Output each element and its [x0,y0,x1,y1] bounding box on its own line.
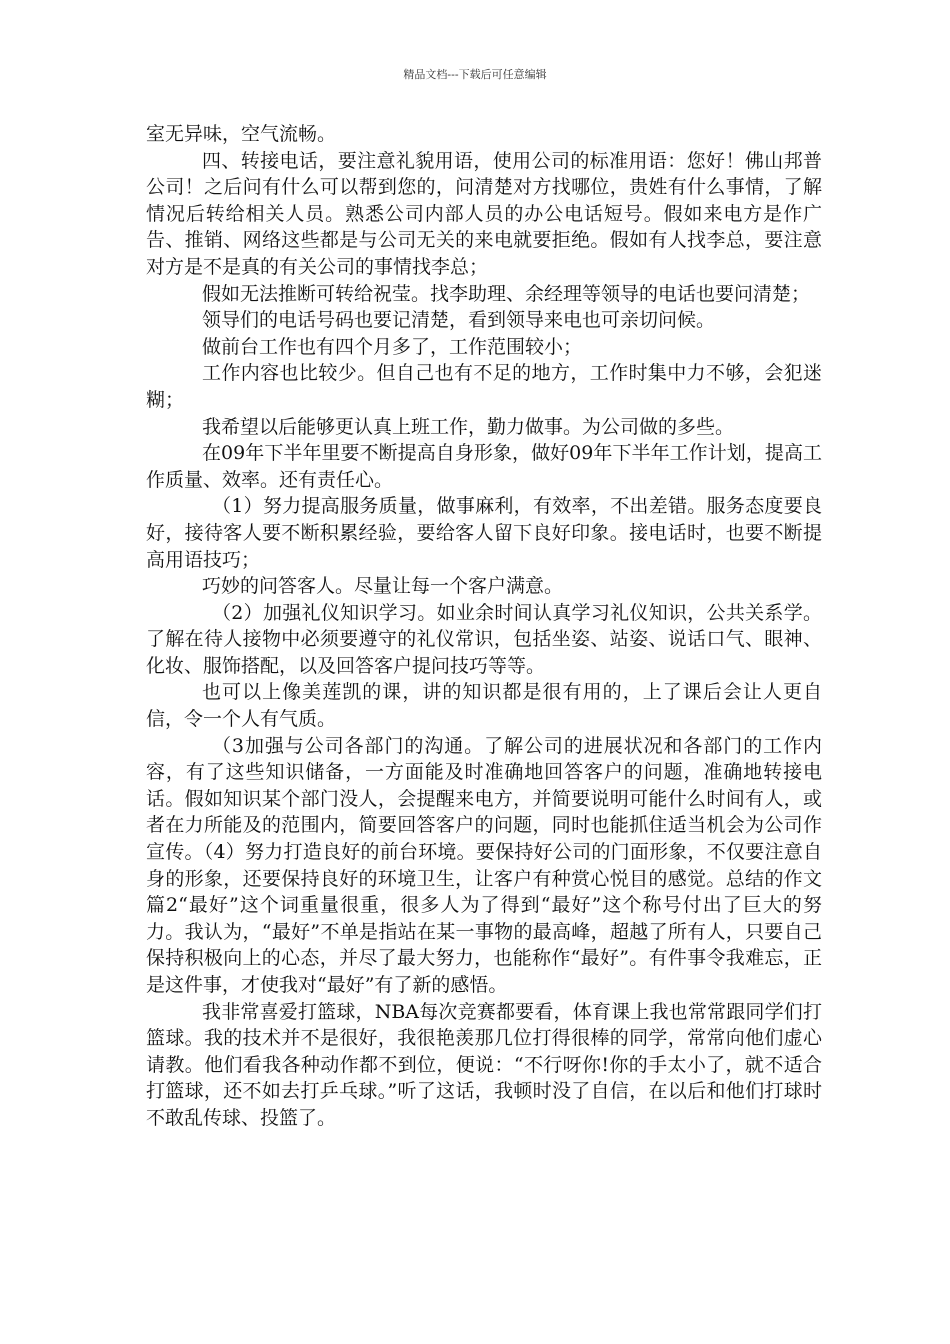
paragraph: （1）努力提高服务质量，做事麻利，有效率，不出差错。服务态度要良好，接待客人要不断积累经验，要给客人留下良好印象。接电话时，也要不断提高用语技巧； [146,495,822,571]
paragraph: 四、转接电话，要注意礼貌用语，使用公司的标准用语：您好！佛山邦普公司！之后问有什么可以帮到您的，问清楚对方找哪位，贵姓有什么事情，了解情况后转给相关人员。熟悉公司内部人员的办公电话短号。假如来电方是作广告、推销、网络这些都是与公司无关的来电就要拒绝。假如有人找李总，要注意对方是不是真的有关公司的事情找李总； [146,149,822,278]
page-header: 精品文档---下载后可任意编辑 [403,68,547,81]
document-body [146,121,822,1132]
paragraph: 做前台工作也有四个月多了，工作范围较小； [202,335,583,358]
paragraph: 巧妙的问答客人。尽量让每一个客户满意。 [202,575,564,598]
paragraph: （2）加强礼仪知识学习。如业余时间认真学习礼仪知识，公共关系学。了解在待人接物中必须要遵守的礼仪常识，包括坐姿、站姿、说话口气、眼神、化妆、服饰搭配，以及回答客户提问技巧等等。 [146,601,822,677]
paragraph: 工作内容也比较少。但自己也有不足的地方，工作时集中力不够，会犯迷糊； [146,362,822,411]
paragraph: 假如无法推断可转给祝莹。找李助理、余经理等领导的电话也要问清楚； [202,282,811,305]
paragraph: 我希望以后能够更认真上班工作，勤力做事。为公司做的多些。 [202,415,735,438]
paragraph: 也可以上像美莲凯的课，讲的知识都是很有用的，上了课后会让人更自信，令一个人有气质。 [146,681,822,731]
paragraph: 我非常喜爱打篮球，NBA每次竞赛都要看，体育课上我也常常跟同学们打篮球。我的技术并不是很好，我很艳羡那几位打得很棒的同学，常常向他们虚心请教。他们看我各种动作都不到位，便说：“不行呀你!你的手太小了，就不适合打篮球，还不如去打乒乓球。”听了这话，我顿时没了自信，在以后和他们打球时不敢乱传球、投篮了。 [146,1000,822,1129]
paragraph: （3加强与公司各部门的沟通。了解公司的进展状况和各部门的工作内容，有了这些知识储备，一方面能及时准确地回答客户的问题，准确地转接电话。假如知识某个部门没人，会提醒来电方，并简要说明可能什么时间有人，或者在力所能及的范围内，简要回答客户的问题，同时也能抓住适当机会为公司作宣传。（4）努力打造良好的前台环境。要保持好公司的门面形象，不仅要注意自身的形象，还要保持良好的环境卫生，让客户有种赏心悦目的感觉。总结的作文 篇2“最好”这个词重量很重，很多人为了得到“最好”这个称号付出了巨大的努力。我认为，“最好”不单是指站在某一事物的最高峰，超越了所有人，只要自己保持积极向上的心态，并尽了最大努力，也能称作“最好”。有件事令我难忘，正是这件事，才使我对“最好”有了新的感悟。 [146,734,822,996]
paragraph: 在09年下半年里要不断提高自身形象，做好09年下半年工作计划，提高工作质量、效率。还有责任心。 [146,442,822,491]
paragraph: 室无异味，空气流畅。 [146,123,337,145]
paragraph: 领导们的电话号码也要记清楚，看到领导来电也可亲切问候。 [202,309,716,332]
